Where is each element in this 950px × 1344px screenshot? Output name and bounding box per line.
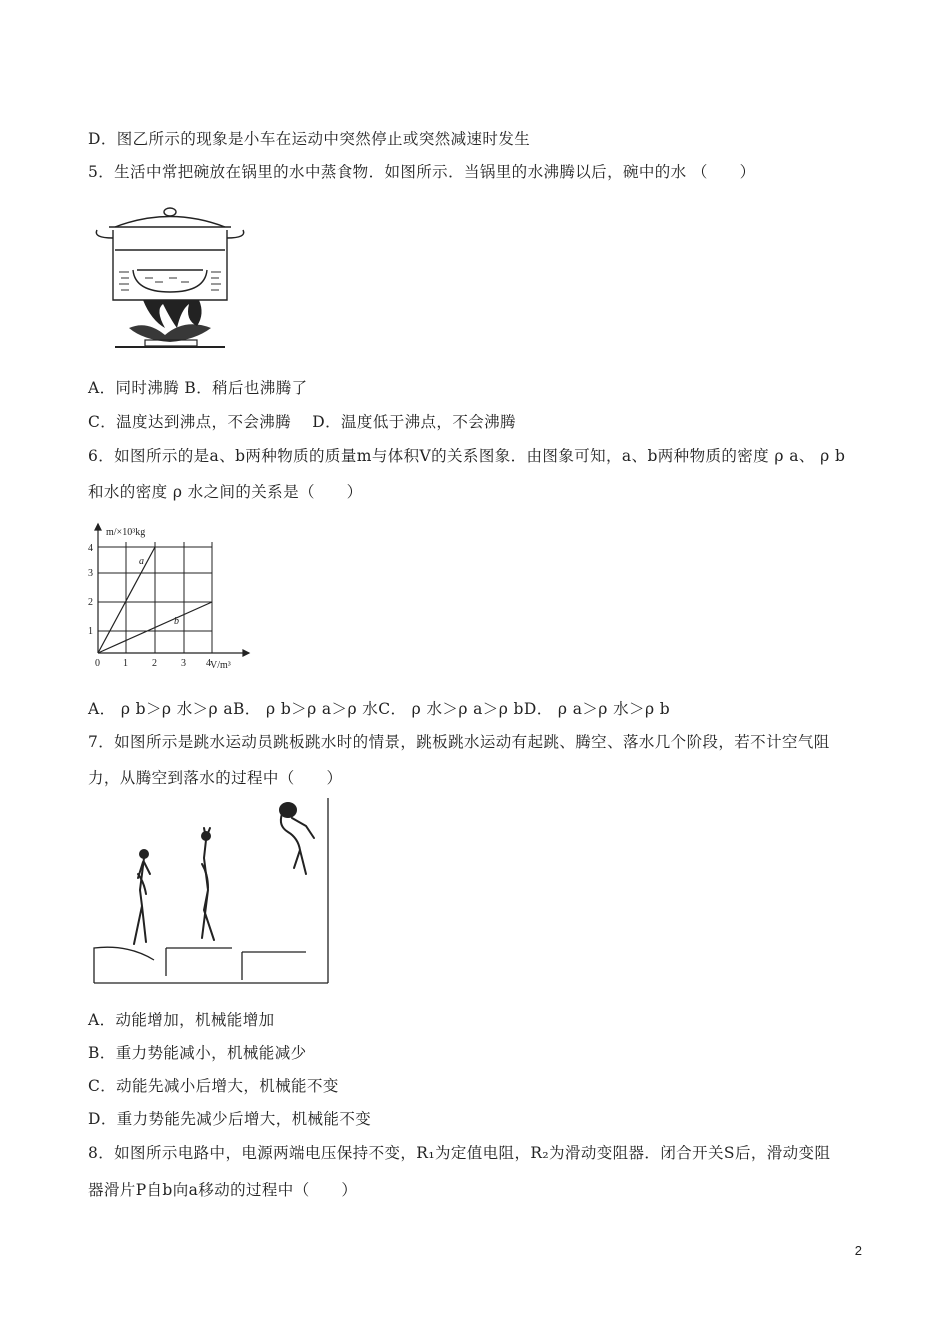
steaming-pot-figure xyxy=(85,200,255,355)
graph-y-axis-label: m/×10³kg xyxy=(106,527,146,538)
graph-x-tick-0: 0 xyxy=(95,658,100,669)
graph-x-axis-label: V/m³ xyxy=(210,660,231,671)
diver-figure xyxy=(88,798,333,986)
q7-option-d: D．重力势能先减少后增大，机械能不变 xyxy=(88,1110,372,1128)
q8-stem-line1: 8．如图所示电路中，电源两端电压保持不变，R₁为定值电阻，R₂为滑动变阻器．闭合开关S后，滑动变阻 xyxy=(88,1144,831,1162)
q5-options-cd: C．温度达到沸点，不会沸腾 D．温度低于沸点，不会沸腾 xyxy=(88,413,516,431)
q6-stem-line2: 和水的密度 ρ 水之间的关系是（ ） xyxy=(88,483,363,501)
q5-stem: 5．生活中常把碗放在锅里的水中蒸食物．如图所示．当锅里的水沸腾以后，碗中的水 （ ） xyxy=(88,163,756,181)
q7-stem-line2: 力，从腾空到落水的过程中（ ） xyxy=(88,769,343,787)
graph-line-b-label: b xyxy=(174,616,179,627)
graph-x-tick-4: 4 xyxy=(206,658,211,669)
q7-stem-line1: 7．如图所示是跳水运动员跳板跳水时的情景，跳板跳水运动有起跳、腾空、落水几个阶段，若不计空气阻 xyxy=(88,733,830,751)
graph-y-tick-3: 3 xyxy=(88,568,93,579)
q7-option-c: C．动能先减小后增大，机械能不变 xyxy=(88,1077,339,1095)
q7-option-b: B．重力势能减小，机械能减少 xyxy=(88,1044,307,1062)
graph-y-tick-4: 4 xyxy=(88,543,93,554)
graph-x-tick-2: 2 xyxy=(152,658,157,669)
q7-option-a: A．动能增加，机械能增加 xyxy=(88,1011,275,1029)
graph-x-tick-1: 1 xyxy=(123,658,128,669)
graph-x-tick-3: 3 xyxy=(181,658,186,669)
q6-stem-line1: 6．如图所示的是a、b两种物质的质量m与体积V的关系图象．由图象可知，a、b两种物质的密度 ρ a、 ρ b xyxy=(88,447,846,465)
graph-y-tick-1: 1 xyxy=(88,626,93,637)
page-number: 2 xyxy=(854,1243,862,1258)
graph-line-a-label: a xyxy=(139,556,144,567)
q8-stem-line2: 器滑片P自b向a移动的过程中（ ） xyxy=(88,1181,358,1199)
mass-volume-graph xyxy=(84,518,264,678)
graph-y-tick-2: 2 xyxy=(88,597,93,608)
q5-options-ab: A．同时沸腾 B．稍后也沸腾了 xyxy=(88,379,308,397)
q6-options: A． ρ b＞ρ 水＞ρ aB． ρ b＞ρ a＞ρ 水C． ρ 水＞ρ a＞ρ bD． ρ a＞ρ 水＞ρ b xyxy=(88,700,671,718)
q4-option-d: D．图乙所示的现象是小车在运动中突然停止或突然减速时发生 xyxy=(88,130,531,148)
